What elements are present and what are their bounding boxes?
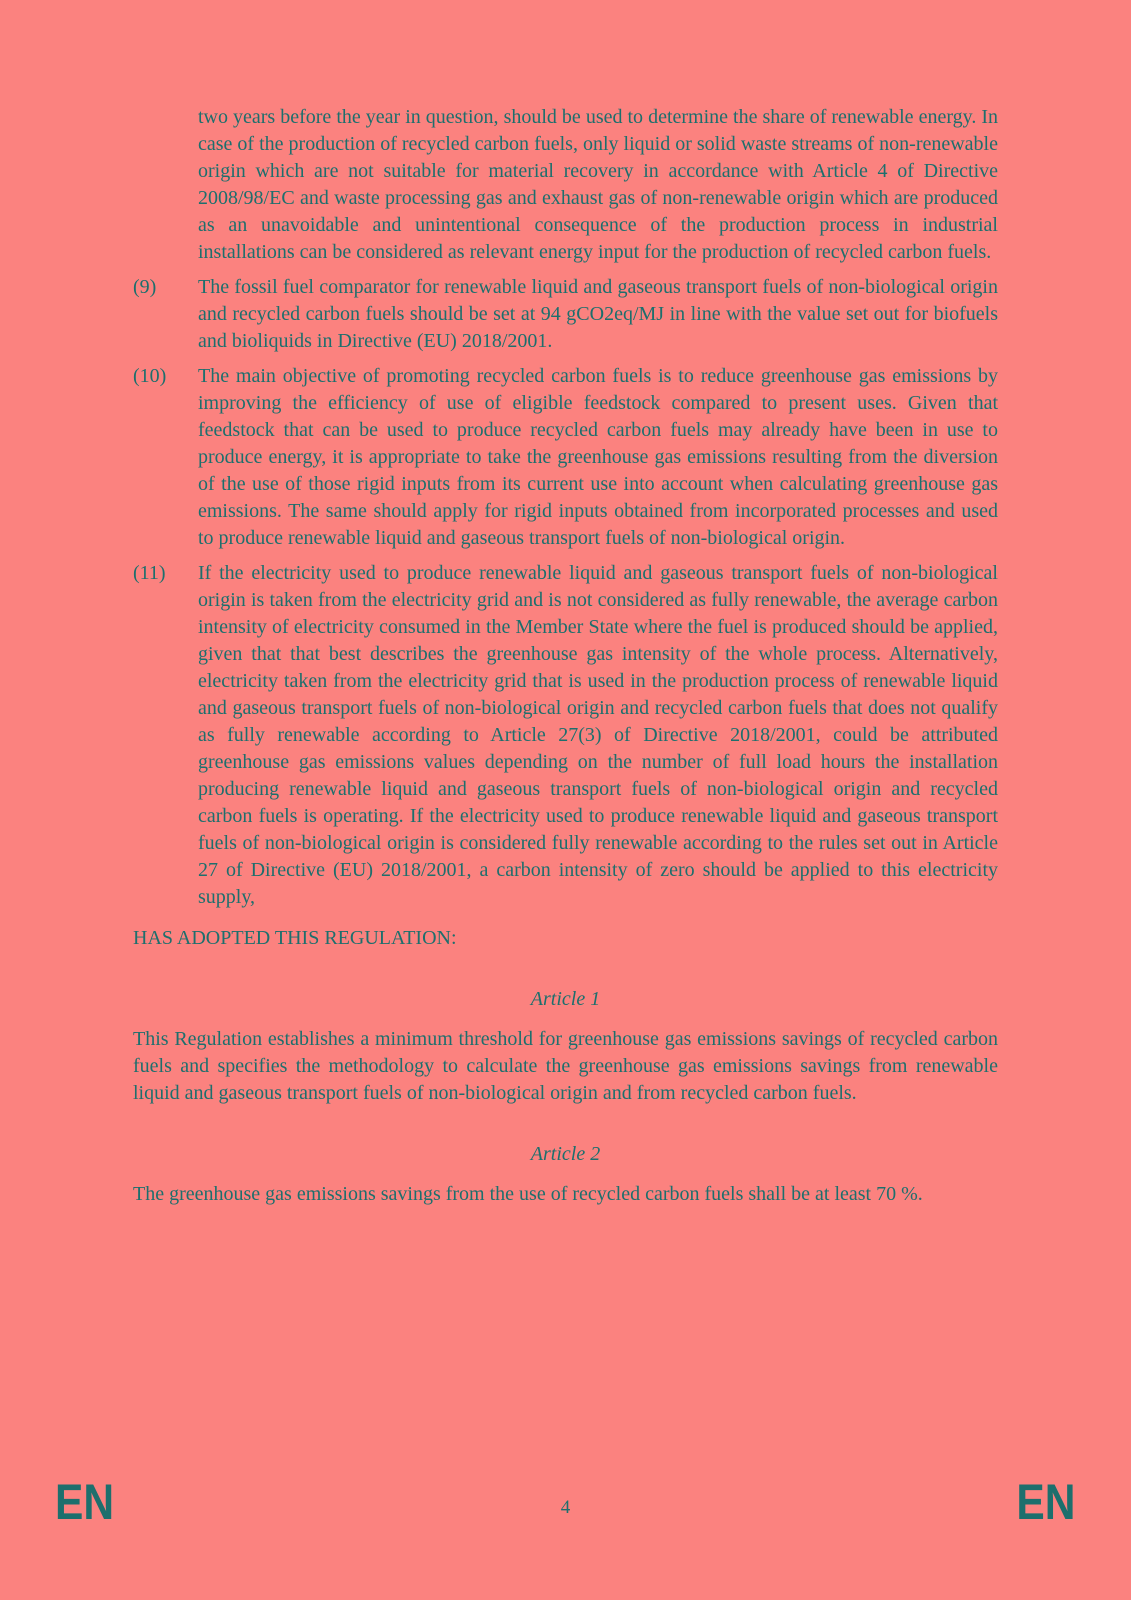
recital-9-text: The fossil fuel comparator for renewable liquid and gaseous transport fuels of non-biological origin and recycled carbon fuels should be set at 94 gCO2eq/MJ in line with the value set out for biofuels and bioliquids in Directive (EU) 2018/2001.: [198, 276, 998, 352]
language-code-right: EN: [1015, 1474, 1075, 1530]
page-body: [133, 104, 998, 1208]
recital-9: [133, 274, 998, 355]
language-code-left: EN: [55, 1474, 115, 1530]
article-1-heading: Article 1: [530, 988, 601, 1010]
page-number: 4: [560, 1497, 571, 1518]
article-1-body: This Regulation establishes a minimum threshold for greenhouse gas emissions savings of recycled carbon fuels and specifies the methodology to calculate the greenhouse gas emissions savings from renewable liquid and gaseous transport fuels of non-biological origin and from recycled carbon fuels.: [133, 1028, 998, 1104]
recital-10-number: (10): [133, 365, 167, 387]
enacting-formula: HAS ADOPTED THIS REGULATION:: [133, 927, 457, 949]
recital-9-number: (9): [133, 276, 157, 298]
article-2-body: The greenhouse gas emissions savings from the use of recycled carbon fuels shall be at least 70 %.: [133, 1183, 923, 1205]
recital-11: [133, 560, 998, 911]
recital-continuation-paragraph: two years before the year in question, should be used to determine the share of renewable energy. In case of the production of recycled carbon fuels, only liquid or solid waste streams of non-renewable origin which are not suitable for material recovery in accordance with Article 4 of Directive 2008/98/EC and waste processing gas and exhaust gas of non-renewable origin which are produced as an unavoidable and unintentional consequence of the production process in industrial installations can be considered as relevant energy input for the production of recycled carbon fuels.: [198, 106, 998, 263]
recital-11-text: If the electricity used to produce renewable liquid and gaseous transport fuels of non-biological origin is taken from the electricity grid and is not considered as fully renewable, the average carbon intensity of electricity consumed in the Member State where the fuel is produced should be applied, given that that best describes the greenhouse gas intensity of the whole process. Alternatively, electricity taken from the electricity grid that is used in the production process of renewable liquid and gaseous transport fuels of non-biological origin and recycled carbon fuels that does not qualify as fully renewable according to Article 27(3) of Directive 2018/2001, could be attributed greenhouse gas emissions values depending on the number of full load hours the installation producing renewable liquid and gaseous transport fuels of non-biological origin and recycled carbon fuels is operating. If the electricity used to produce renewable liquid and gaseous transport fuels of non-biological origin is considered fully renewable according to the rules set out in Article 27 of Directive (EU) 2018/2001, a carbon intensity of zero should be applied to this electricity supply,: [198, 562, 998, 908]
article-2-heading: Article 2: [530, 1143, 601, 1165]
recital-10: [133, 363, 998, 552]
recital-11-number: (11): [133, 562, 166, 584]
recital-10-text: The main objective of promoting recycled carbon fuels is to reduce greenhouse gas emissions by improving the efficiency of use of eligible feedstock compared to present uses. Given that feedstock that can be used to produce recycled carbon fuels may already have been in use to produce energy, it is appropriate to take the greenhouse gas emissions resulting from the diversion of the use of those rigid inputs from its current use into account when calculating greenhouse gas emissions. The same should apply for rigid inputs obtained from incorporated processes and used to produce renewable liquid and gaseous transport fuels of non-biological origin.: [198, 365, 998, 549]
